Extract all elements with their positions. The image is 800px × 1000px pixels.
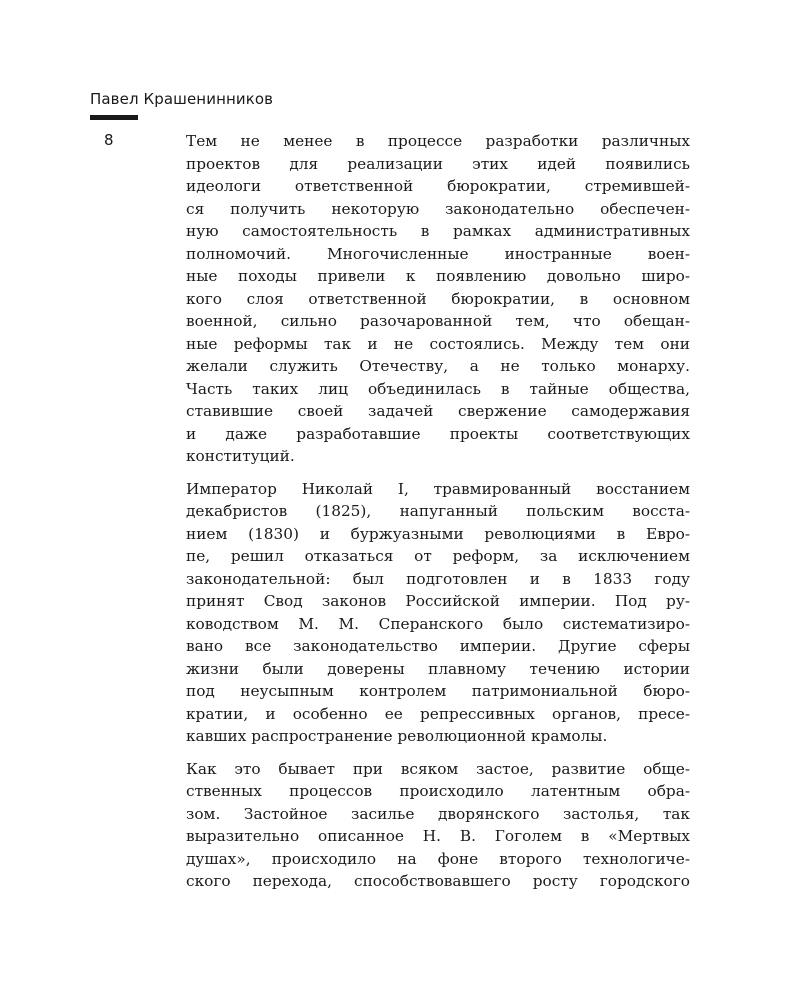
text-line: кратии, и особенно ее репрессивных органов, пресе- — [186, 704, 690, 723]
paragraph-gap — [186, 468, 690, 478]
paragraph-gap — [186, 748, 690, 758]
body-text — [186, 130, 690, 893]
text-line: ные реформы так и не состоялись. Между тем они — [186, 334, 690, 353]
text-line: военной, сильно разочарованной тем, что обещан- — [186, 312, 690, 330]
text-line: Император Николай I, травмированный восстанием — [186, 479, 690, 498]
text-line: ся получить некоторую законодательно обеспечен- — [186, 199, 690, 218]
paragraph-2 — [186, 478, 690, 748]
text-line: ную самостоятельность в рамках административных — [186, 222, 690, 240]
text-line: декабристов (1825), напуганный польским восста- — [186, 502, 690, 520]
text-line: под неусыпным контролем патримониальной бюро- — [186, 682, 690, 700]
header-rule — [90, 115, 138, 120]
page-number: 8 — [104, 131, 114, 149]
text-line: жизни были доверены плавному течению истории — [186, 659, 690, 678]
text-line: Как это бывает при всяком застое, развитие обще- — [186, 759, 690, 778]
text-line: полномочий. Многочисленные иностранные воен- — [186, 244, 690, 263]
text-line: кавших распространение революционной крамолы. — [186, 727, 608, 745]
text-line: кого слоя ответственной бюрократии, в основном — [186, 289, 690, 308]
text-line: идеологи ответственной бюрократии, стремившей- — [186, 177, 690, 195]
text-line: выразительно описанное Н. В. Гоголем в «Мертвых — [186, 827, 690, 845]
text-line: пе, решил отказаться от реформ, за исключением — [186, 547, 690, 565]
text-line: законодательной: был подготовлен и в 1833 году — [186, 569, 690, 588]
text-line: и даже разработавшие проекты соответствующих — [186, 424, 690, 443]
text-line: ственных процессов происходило латентным обра- — [186, 782, 690, 800]
text-line: ставившие своей задачей свержение самодержавия — [186, 402, 690, 420]
text-line: нием (1830) и буржуазными революциями в Евро- — [186, 524, 690, 543]
text-line: Тем не менее в процессе разработки различных — [186, 132, 690, 150]
text-line: Часть таких лиц объединилась в тайные общества, — [186, 379, 690, 398]
text-line: желали служить Отечеству, а не только монарху. — [186, 357, 690, 375]
text-line: ского перехода, способствовавшего росту городского — [186, 872, 690, 890]
text-line: проектов для реализации этих идей появились — [186, 154, 690, 173]
text-line: конституций. — [186, 447, 295, 465]
paragraph-3 — [186, 758, 690, 893]
text-line: ные походы привели к появлению довольно широ- — [186, 267, 690, 285]
text-line: зом. Застойное засилье дворянского застолья, так — [186, 804, 690, 823]
text-line: душах», происходило на фоне второго технологиче- — [186, 849, 690, 868]
text-line: ководством М. М. Сперанского было систематизиро- — [186, 614, 690, 633]
text-line: вано все законодательство империи. Другие сферы — [186, 637, 690, 655]
running-head-author: Павел Крашенинников — [90, 90, 274, 108]
text-line: принят Свод законов Российской империи. Под ру- — [186, 592, 690, 610]
paragraph-1 — [186, 130, 690, 468]
